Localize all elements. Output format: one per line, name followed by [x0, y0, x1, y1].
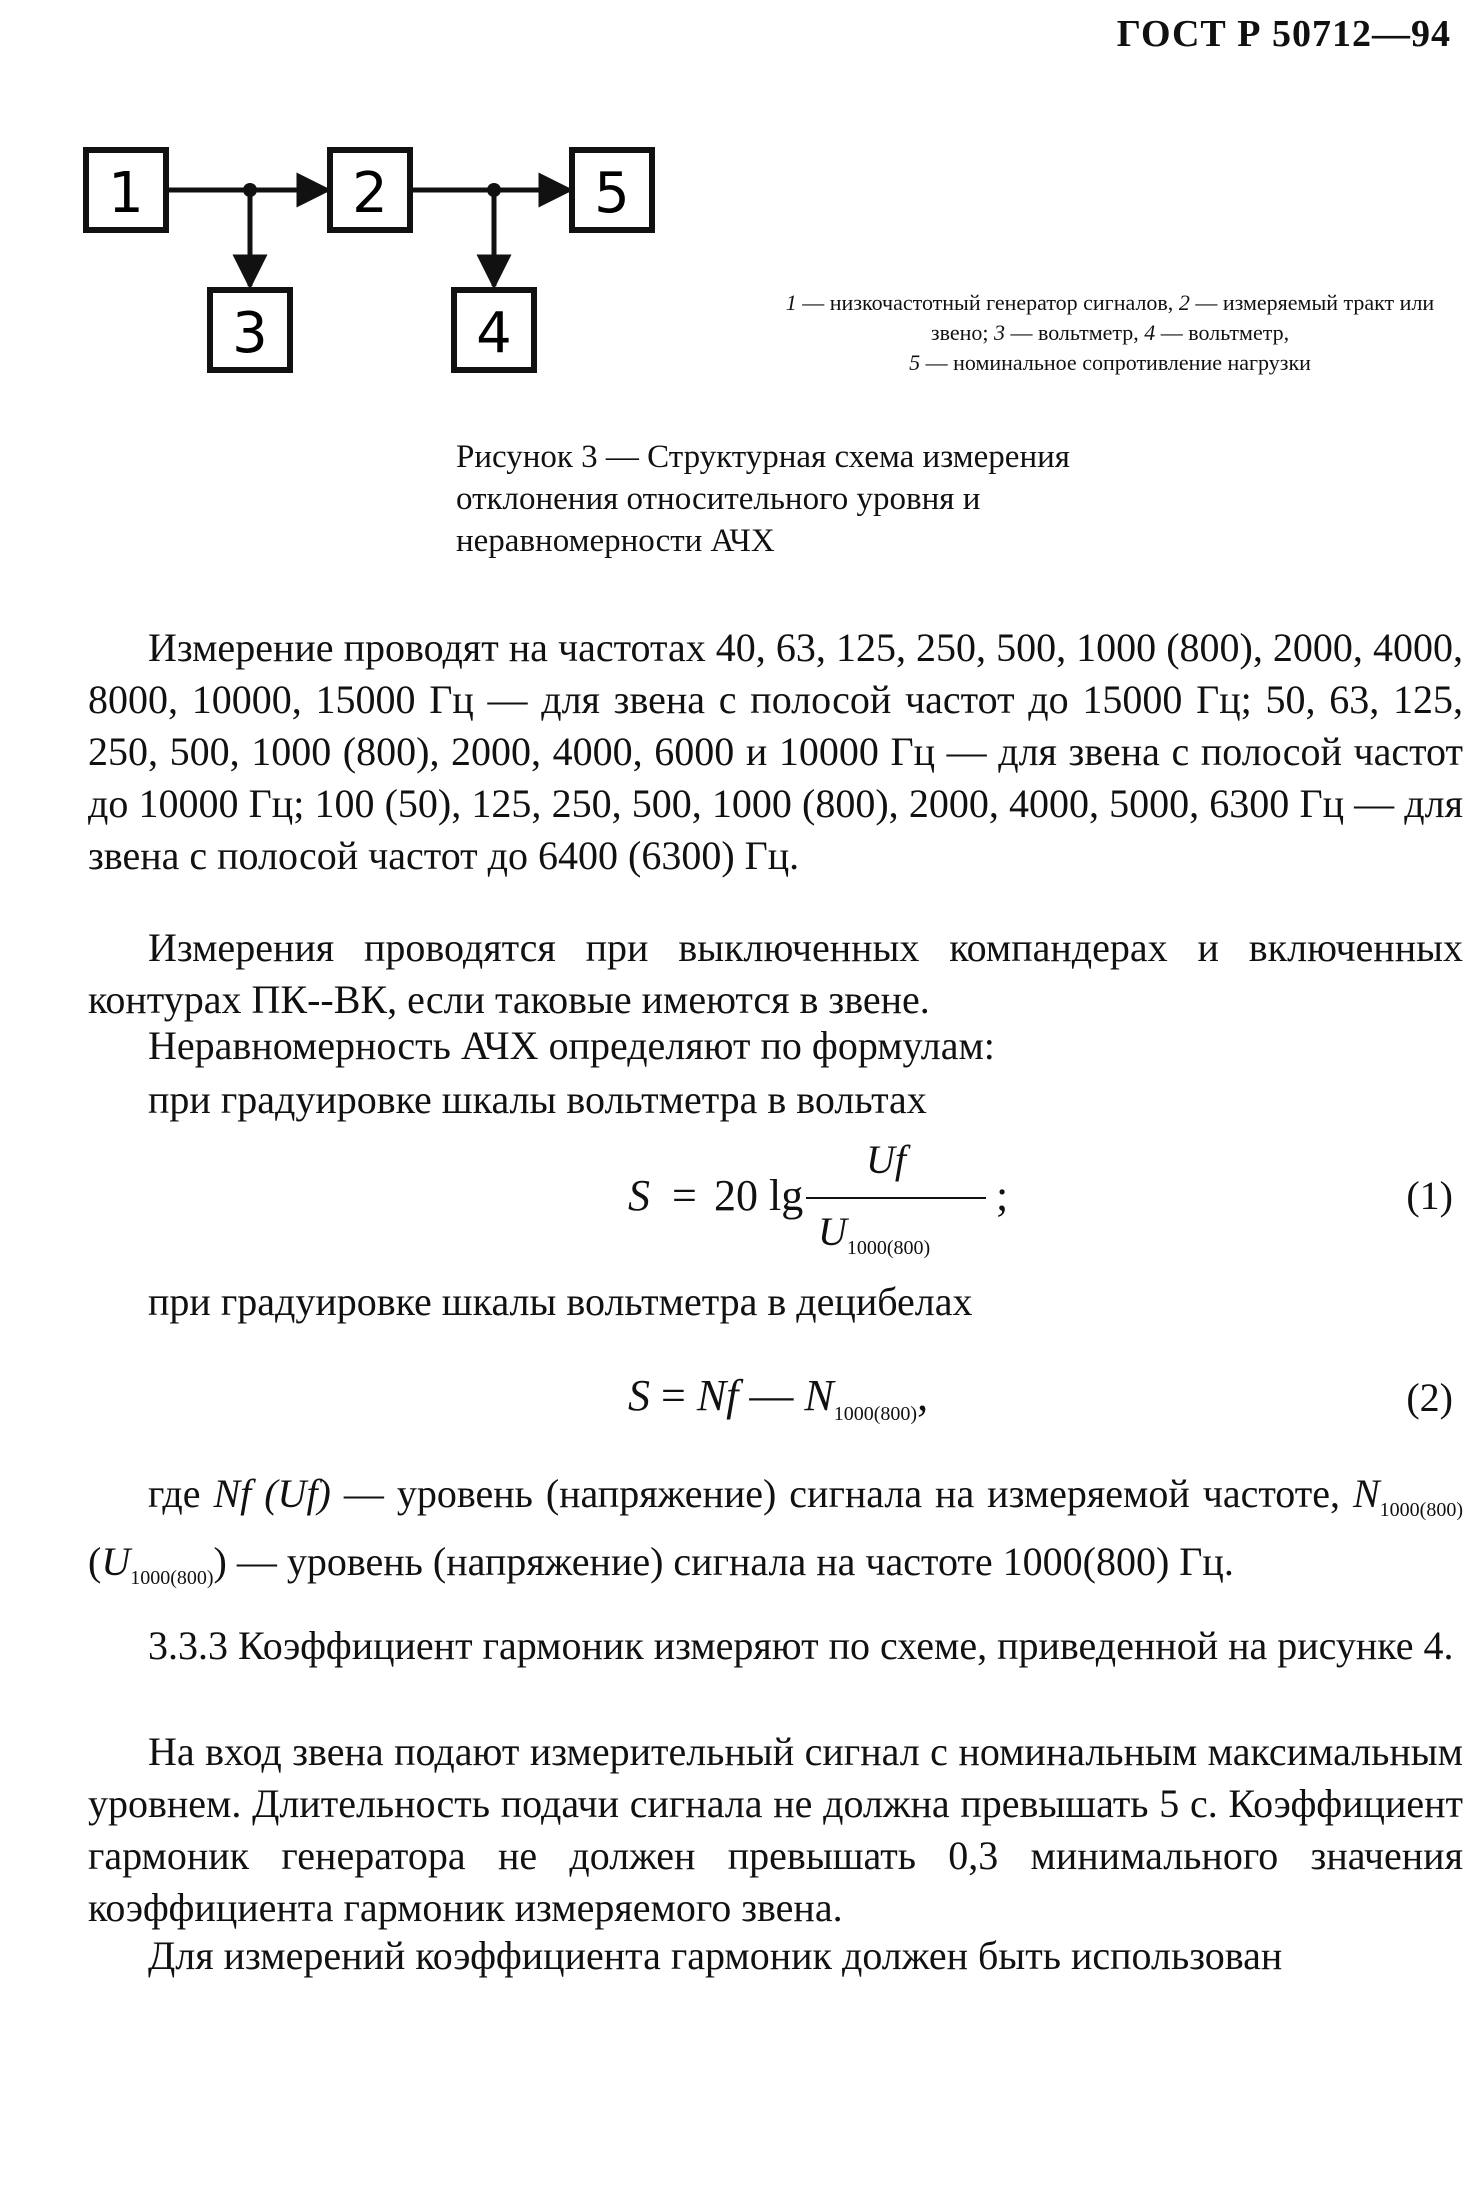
legend-text-4: — вольтметр,: [1155, 320, 1290, 345]
formula-1-lhs: S: [628, 1171, 650, 1220]
figure-legend: [760, 288, 1460, 378]
legend-num-1: 1: [785, 290, 797, 315]
box-4-label: 4: [476, 301, 512, 366]
paragraph-volts: при градуировке шкалы вольтметра в вольтах: [148, 1077, 927, 1122]
paragraph-formulas-intro: Неравномерность АЧХ определяют по формулам:: [148, 1023, 995, 1068]
paragraph-input-signal: На вход звена подают измерительный сигнал с номинальным максимальным уровнем. Длительность подачи сигнала не должна превышать 5 с. Коэффициент гармоник генератора не должен превышать 0,3 минимального значения коэффициента гармоник измеряемого звена.: [88, 1729, 1463, 1930]
paragraph-where: где Nf (Uf) — уровень (напряжение) сигнала на измеряемой частоте, $N_{1000(800)}$ $(U_{1000(800)})$ — уровень (напряжение) сигнала на частоте 1000(800) Гц.: [88, 1471, 1463, 1589]
diagram-box-5: [572, 150, 652, 230]
formula-2-comma: ,: [917, 1371, 929, 1420]
formula-2-number: (2): [1406, 1375, 1453, 1420]
diagram-box-2: [330, 150, 410, 230]
formula-2-sub: 1000(800): [833, 1402, 918, 1425]
legend-num-2: 2: [1178, 290, 1190, 315]
diagram-box-4: [454, 290, 534, 370]
figure-caption: Рисунок 3 — Структурная схема измерения отклонения относительного уровня и неравномерности АЧХ: [456, 439, 1070, 559]
legend-text-5: — номинальное сопротивление нагрузки: [920, 350, 1311, 375]
legend-num-3: 3: [993, 320, 1005, 345]
formula-2-n: N: [804, 1371, 834, 1420]
legend-text-3: — вольтметр,: [1004, 320, 1145, 345]
formula-1-denominator: $U_{1000(800)}$: [818, 1209, 931, 1259]
paragraph-companders: Измерения проводятся при выключенных компандерах и включенных контурах ПК--ВК, если таковые имеются в звене.: [88, 925, 1463, 1022]
formula-2-eq: =: [650, 1371, 697, 1420]
formula-1-fraction-bar: [806, 1197, 986, 1199]
paragraph-measurement: Для измерений коэффициента гармоник должен быть использован: [148, 1933, 1283, 1978]
paragraph-decibels: при градуировке шкалы вольтметра в децибелах: [148, 1279, 973, 1324]
legend-num-5: 5: [909, 350, 921, 375]
legend-text-1: — низкочастотный генератор сигналов,: [796, 290, 1179, 315]
box-1-label: 1: [108, 161, 144, 226]
formula-1-number: (1): [1406, 1173, 1453, 1218]
legend-num-4: 4: [1144, 320, 1156, 345]
diagram-box-1: [86, 150, 166, 230]
formula-2-lhs: S: [628, 1371, 650, 1420]
diagram-box-3: [210, 290, 290, 370]
legend-text-2: — измеряемый тракт или звено;: [930, 290, 1435, 345]
formula-2-minus: —: [738, 1371, 805, 1420]
formula-1: [628, 1137, 1148, 1274]
formula-1-numerator: Uf: [866, 1137, 906, 1182]
formula-1-semicolon: ;: [996, 1171, 1009, 1220]
formula-1-lg: 20 lg: [714, 1171, 804, 1220]
formula-2: [628, 1370, 1128, 1440]
box-3-label: 3: [232, 301, 268, 366]
formula-1-eq: =: [672, 1171, 697, 1220]
box-5-label: 5: [594, 161, 630, 226]
box-2-label: 2: [352, 161, 388, 226]
paragraph-frequencies: Измерение проводят на частотах 40, 63, 125, 250, 500, 1000 (800), 2000, 4000, 8000, 10000, 15000 Гц — для звена с полосой частот до 15000 Гц; 50, 63, 125, 250, 500, 1000 (800), 2000, 4000, 6000 и 10000 Гц — для звена с полосой частот до 10000 Гц; 100 (50), 125, 250, 500, 1000 (800), 2000, 4000, 5000, 6300 Гц — для звена с полосой частот до 6400 (6300) Гц.: [88, 625, 1463, 878]
document-header: ГОСТ Р 50712—94: [1116, 13, 1451, 55]
paragraph-3-3-3: 3.3.3 Коэффициент гармоник измеряют по схеме, приведенной на рисунке 4.: [148, 1623, 1454, 1668]
block-diagram: [78, 140, 678, 390]
formula-2-nf: Nf: [696, 1371, 739, 1420]
